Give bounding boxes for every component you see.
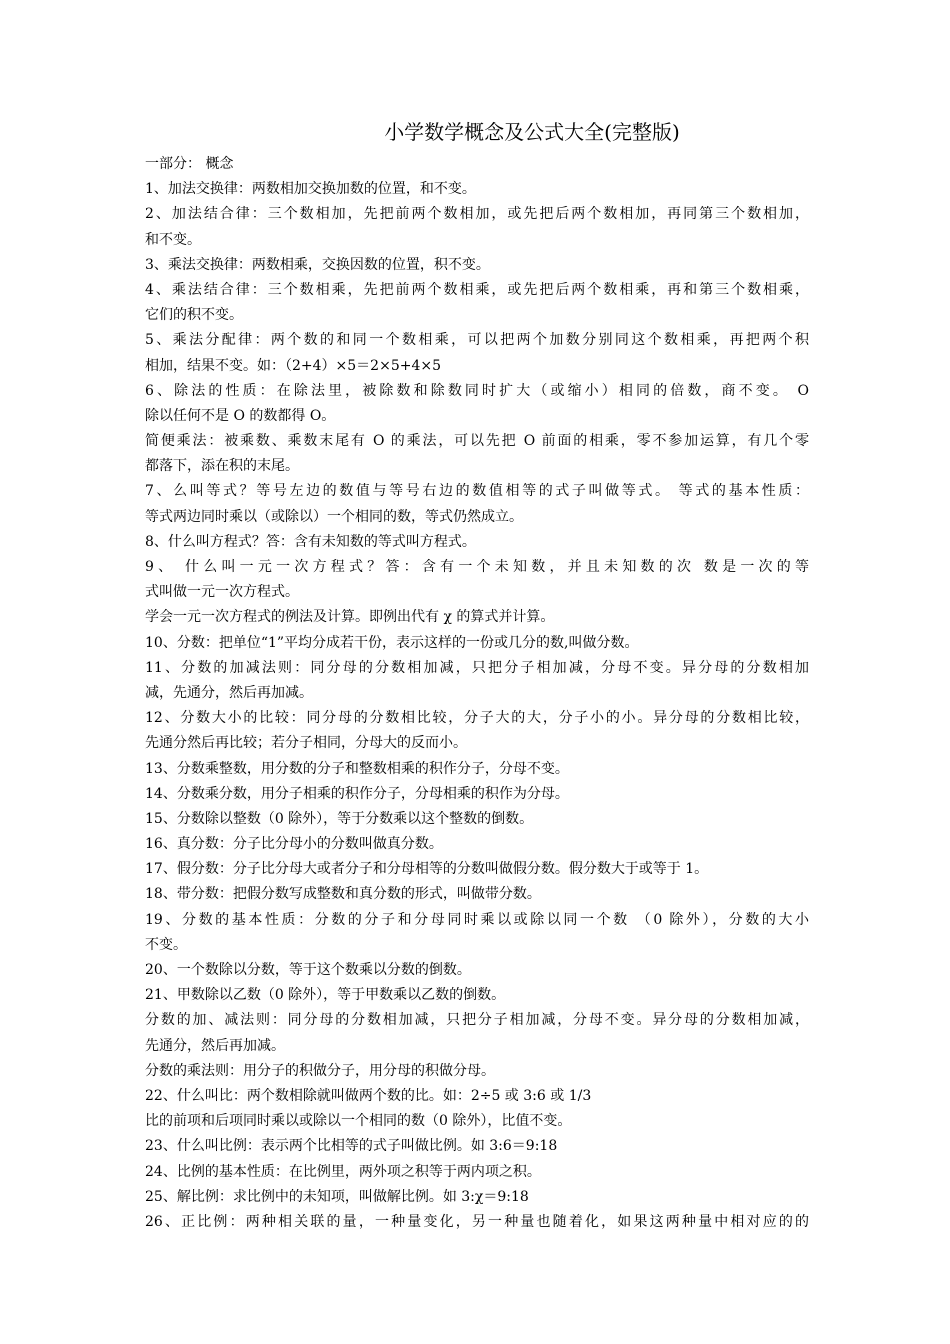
text-line: 17、假分数：分子比分母大或者分子和分母相等的分数叫做假分数。假分数大于或等于 1。 xyxy=(145,861,709,878)
document-title: 小学数学概念及公式大全(完整版) xyxy=(384,120,680,144)
text-line: 7、么叫等式？等号左边的数值与等号右边的数值相等的式子叫做等式。 等式的基本性质： xyxy=(145,483,809,500)
text-line: 12、分数大小的比较：同分母的分数相比较，分子大的大，分子小的小。异分母的分数相比较， xyxy=(145,710,809,727)
text-line: 减，先通分，然后再加减。 xyxy=(145,684,313,701)
text-line: 分数的加、减法则：同分母的分数相加减，只把分子相加减，分母不变。异分母的分数相加减， xyxy=(145,1012,809,1029)
text-line: 21、甲数除以乙数（0 除外），等于甲数乘以乙数的倒数。 xyxy=(145,987,506,1004)
text-line: 不变。 xyxy=(145,936,187,953)
text-line: 2、加法结合律：三个数相加，先把前两个数相加，或先把后两个数相加，再同第三个数相加， xyxy=(145,206,809,223)
text-line: 24、比例的基本性质：在比例里，两外项之积等于两内项之积。 xyxy=(145,1163,541,1180)
text-line: 13、分数乘整数，用分数的分子和整数相乘的积作分子，分母不变。 xyxy=(145,760,569,777)
text-line: 先通分然后再比较；若分子相同，分母大的反而小。 xyxy=(145,735,467,752)
text-line: 14、分数乘分数，用分子相乘的积作分子，分母相乘的积作为分母。 xyxy=(145,785,569,802)
text-line: 9、 什么叫一元一次方程式？答：含有一个未知数，并且未知数的次 数是一次的等 xyxy=(145,559,809,575)
text-line: 20、一个数除以分数，等于这个数乘以分数的倒数。 xyxy=(145,962,471,978)
text-line: 5、乘法分配律：两个数的和同一个数相乘，可以把两个加数分别同这个数相乘，再把两个积 xyxy=(145,332,809,349)
text-line: 6、除法的性质：在除法里，被除数和除数同时扩大（或缩小）相同的倍数，商不变。 O xyxy=(145,382,809,399)
text-line: 相加，结果不变。如：（2+4）×5＝2×5+4×5 xyxy=(145,357,442,374)
text-line: 8、什么叫方程式？答：含有未知数的等式叫方程式。 xyxy=(145,533,476,550)
text-line: 等式两边同时乘以（或除以）一个相同的数，等式仍然成立。 xyxy=(145,508,523,525)
text-line: 一部分： 概念 xyxy=(145,156,234,172)
text-line: 10、分数：把单位“1”平均分成若干份，表示这样的一份或几分的数,叫做分数。 xyxy=(145,634,639,651)
text-line: 和不变。 xyxy=(145,231,201,248)
text-line: 分数的乘法则：用分子的积做分子，用分母的积做分母。 xyxy=(145,1062,495,1079)
text-line: 简便乘法：被乘数、乘数末尾有 O 的乘法，可以先把 O 前面的相乘，零不参加运算，有几个零 xyxy=(145,433,809,450)
text-line: 15、分数除以整数（0 除外），等于分数乘以这个整数的倒数。 xyxy=(145,810,534,827)
text-line: 1、加法交换律：两数相加交换加数的位置，和不变。 xyxy=(145,181,476,198)
text-line: 比的前项和后项同时乘以或除以一个相同的数（0 除外），比值不变。 xyxy=(145,1113,572,1130)
text-line: 3、乘法交换律：两数相乘，交换因数的位置，积不变。 xyxy=(145,256,490,273)
text-line: 23、什么叫比例：表示两个比相等的式子叫做比例。如 3:6＝9:18 xyxy=(145,1138,558,1155)
text-line: 都落下，添在积的末尾。 xyxy=(145,458,299,475)
text-line: 16、真分数：分子比分母小的分数叫做真分数。 xyxy=(145,836,443,853)
text-line: 4、乘法结合律：三个数相乘，先把前两个数相乘，或先把后两个数相乘，再和第三个数相乘， xyxy=(145,281,809,298)
text-line: 先通分，然后再加减。 xyxy=(145,1037,285,1054)
text-line: 11、分数的加减法则：同分母的分数相加减，只把分子相加减，分母不变。异分母的分数相加 xyxy=(145,659,809,676)
text-line: 除以任何不是 O 的数都得 O。 xyxy=(145,407,336,424)
text-line: 25、解比例：求比例中的未知项，叫做解比例。如 3:χ＝9:18 xyxy=(145,1188,529,1205)
text-line: 26、正比例：两种相关联的量，一种量变化，另一种量也随着化，如果这两种量中相对应的的 xyxy=(145,1213,809,1230)
text-line: 式叫做一元一次方程式。 xyxy=(145,584,299,601)
document-page xyxy=(145,118,809,1235)
text-line: 它们的积不变。 xyxy=(145,307,243,324)
text-line: 学会一元一次方程式的例法及计算。即例出代有 χ 的算式并计算。 xyxy=(145,609,555,626)
text-line: 19、分数的基本性质：分数的分子和分母同时乘以或除以同一个数 （0 除外），分数的大小 xyxy=(145,911,809,928)
text-line: 22、什么叫比：两个数相除就叫做两个数的比。如：2÷5 或 3:6 或 1/3 xyxy=(145,1087,592,1104)
text-line: 18、带分数：把假分数写成整数和真分数的形式，叫做带分数。 xyxy=(145,886,541,903)
document-body xyxy=(145,152,809,1235)
